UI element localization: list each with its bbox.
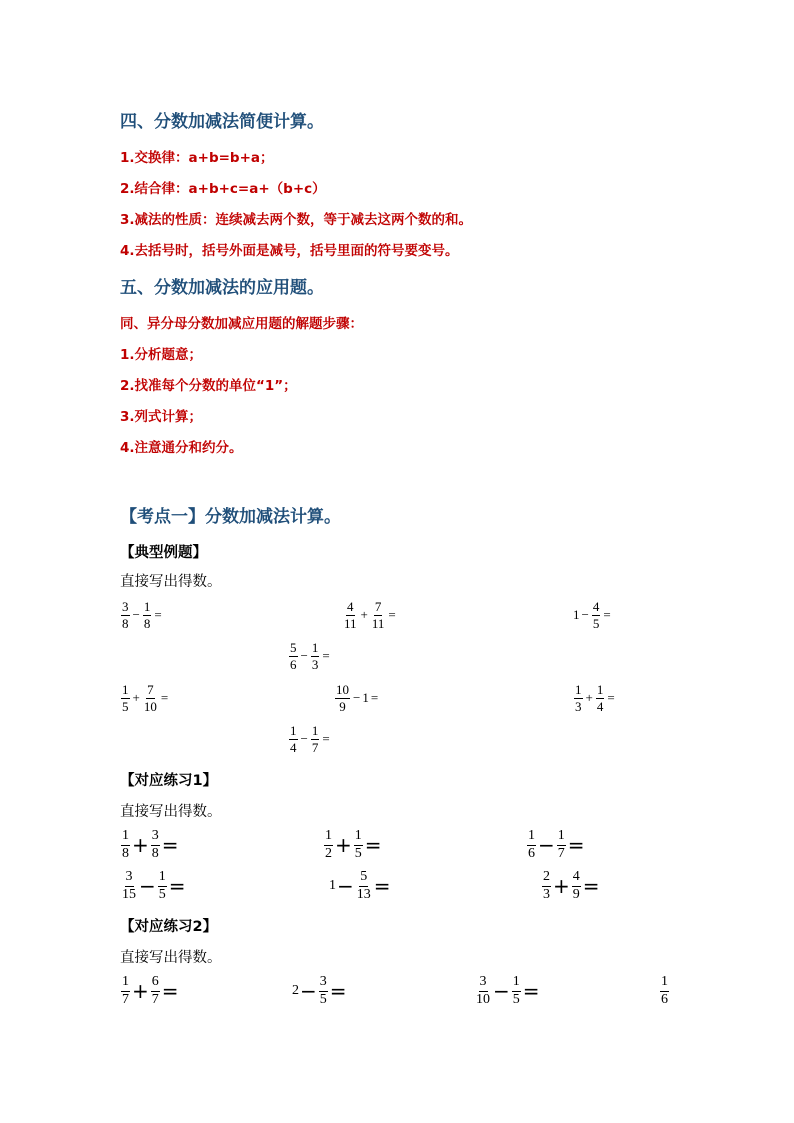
practice1-problem-4 — [120, 870, 187, 902]
fraction — [512, 975, 521, 1007]
equals-sign: = — [161, 979, 179, 1004]
operator: − — [132, 607, 140, 623]
section5-item-1: 1.分析题意； — [120, 347, 203, 363]
kaodian-title: 【考点一】分数加减法计算。 — [120, 507, 341, 527]
section5-item-2: 2.找准每个分数的单位“1”； — [120, 378, 297, 394]
numerator: 3 — [122, 599, 129, 614]
equals-sign: = — [388, 607, 396, 623]
denominator: 15 — [122, 886, 136, 902]
section4-title: 四、分数加减法简便计算。 — [120, 112, 324, 132]
numerator: 4 — [572, 870, 581, 887]
fraction — [354, 829, 363, 861]
denominator: 6 — [661, 991, 668, 1007]
denominator: 9 — [572, 886, 580, 902]
practice1-label: 【对应练习1】 — [120, 773, 218, 789]
whole-number: 1 — [573, 607, 580, 623]
numerator: 1 — [527, 829, 536, 846]
practice2-problem-4 — [659, 975, 670, 1007]
equals-sign: = — [370, 690, 379, 706]
operator: − — [353, 690, 361, 706]
denominator: 8 — [122, 845, 129, 861]
numerator: 1 — [311, 640, 319, 655]
denominator: 6 — [290, 656, 297, 672]
denominator: 2 — [325, 845, 332, 861]
practice2-label: 【对应练习2】 — [120, 919, 218, 935]
numerator: 7 — [147, 682, 154, 697]
numerator: 1 — [324, 829, 333, 846]
section4-item-3: 3.减法的性质：连续减去两个数，等于减去这两个数的和。 — [120, 212, 473, 228]
denominator: 3 — [543, 886, 550, 902]
fraction — [574, 683, 583, 713]
practice2-problem-1 — [120, 975, 180, 1007]
fraction — [151, 975, 160, 1007]
numerator: 1 — [660, 975, 669, 992]
equals-sign: = — [582, 874, 600, 899]
denominator: 7 — [557, 845, 565, 861]
fraction — [572, 870, 581, 902]
denominator: 5 — [122, 698, 129, 714]
denominator: 8 — [143, 615, 151, 631]
section5-subtitle: 同、异分母分数加减应用题的解题步骤： — [120, 316, 363, 332]
section4-item-4: 4.去括号时，括号外面是减号，括号里面的符号要变号。 — [120, 243, 459, 259]
fraction — [356, 870, 372, 902]
operator: + — [132, 979, 149, 1004]
fraction — [121, 870, 137, 902]
numerator: 10 — [336, 682, 349, 697]
denominator: 7 — [311, 739, 319, 755]
numerator: 4 — [592, 599, 600, 614]
numerator: 2 — [542, 870, 551, 887]
equals-sign: = — [373, 874, 391, 899]
denominator: 5 — [354, 845, 362, 861]
numerator: 1 — [121, 975, 130, 992]
operator: + — [132, 690, 140, 706]
denominator: 3 — [311, 656, 319, 672]
denominator: 7 — [122, 991, 129, 1007]
equals-sign: = — [329, 979, 347, 1004]
denominator: 6 — [528, 845, 535, 861]
fraction — [121, 683, 130, 713]
numerator: 1 — [512, 975, 521, 992]
example-problem-6 — [334, 683, 380, 713]
example-problem-4 — [288, 641, 332, 671]
example-instruction: 直接写出得数。 — [120, 574, 222, 590]
fraction — [158, 870, 167, 902]
numerator: 5 — [290, 640, 297, 655]
operator: + — [132, 833, 149, 858]
section4-item-1: 1.交换律：a+b=b+a； — [120, 150, 274, 166]
denominator: 7 — [151, 991, 159, 1007]
fraction — [121, 975, 130, 1007]
fraction — [319, 975, 328, 1007]
example-problem-5 — [120, 683, 170, 713]
operator: − — [300, 648, 308, 664]
operator: + — [360, 607, 368, 623]
fraction — [289, 641, 298, 671]
fraction — [324, 829, 333, 861]
numerator: 4 — [347, 599, 354, 614]
operator: − — [139, 874, 156, 899]
numerator: 1 — [311, 723, 319, 738]
numerator: 3 — [479, 975, 488, 992]
numerator: 1 — [575, 682, 582, 697]
denominator: 4 — [290, 739, 297, 755]
example-problem-1 — [120, 600, 164, 630]
practice1-instruction: 直接写出得数。 — [120, 804, 222, 820]
fraction — [151, 829, 160, 861]
example-problem-7 — [573, 683, 617, 713]
operator: − — [300, 979, 317, 1004]
numerator: 1 — [121, 829, 130, 846]
section5-item-4: 4.注意通分和约分。 — [120, 440, 243, 456]
fraction — [335, 683, 350, 713]
section5-item-3: 3.列式计算； — [120, 409, 203, 425]
practice1-problem-3 — [526, 829, 586, 861]
operator: − — [538, 833, 555, 858]
equals-sign: = — [154, 607, 162, 623]
practice1-problem-6 — [541, 870, 601, 902]
denominator: 3 — [575, 698, 582, 714]
practice1-problem-1 — [120, 829, 180, 861]
numerator: 1 — [158, 870, 167, 887]
fraction — [475, 975, 491, 1007]
fraction — [592, 600, 601, 630]
whole-number: 2 — [292, 983, 299, 999]
operator: + — [585, 690, 593, 706]
practice2-problem-2 — [292, 975, 348, 1007]
equals-sign: = — [322, 648, 330, 664]
denominator: 10 — [143, 698, 157, 714]
equals-sign: = — [160, 690, 169, 706]
fraction — [121, 600, 130, 630]
denominator: 5 — [158, 886, 166, 902]
numerator: 6 — [151, 975, 160, 992]
numerator: 1 — [290, 723, 297, 738]
operator: + — [335, 833, 352, 858]
fraction — [371, 600, 386, 630]
denominator: 11 — [371, 615, 385, 631]
operator: − — [493, 979, 510, 1004]
fraction — [311, 724, 320, 754]
fraction — [596, 683, 605, 713]
fraction — [527, 829, 536, 861]
equals-sign: = — [567, 833, 585, 858]
numerator: 3 — [319, 975, 328, 992]
equals-sign: = — [168, 874, 186, 899]
fraction — [557, 829, 566, 861]
denominator: 11 — [344, 615, 357, 631]
numerator: 1 — [143, 599, 151, 614]
denominator: 13 — [356, 886, 371, 902]
denominator: 10 — [476, 991, 490, 1007]
equals-sign: = — [522, 979, 540, 1004]
numerator: 1 — [596, 682, 604, 697]
operator: − — [337, 874, 354, 899]
denominator: 5 — [592, 615, 600, 631]
operator: − — [581, 607, 589, 623]
practice1-problem-2 — [323, 829, 383, 861]
numerator: 3 — [151, 829, 160, 846]
equals-sign: = — [603, 607, 611, 623]
fraction — [121, 829, 130, 861]
example-problem-3 — [573, 600, 613, 630]
section4-item-2: 2.结合律：a+b+c=a+（b+c） — [120, 181, 326, 197]
fraction — [143, 600, 152, 630]
denominator: 8 — [122, 615, 129, 631]
equals-sign: = — [161, 833, 179, 858]
practice1-problem-5 — [329, 870, 392, 902]
fraction — [343, 600, 358, 630]
fraction — [542, 870, 551, 902]
numerator: 1 — [122, 682, 129, 697]
numerator: 1 — [354, 829, 363, 846]
numerator: 7 — [374, 599, 382, 614]
denominator: 5 — [319, 991, 327, 1007]
fraction — [289, 724, 298, 754]
numerator: 3 — [125, 870, 134, 887]
practice2-instruction: 直接写出得数。 — [120, 950, 222, 966]
numerator: 5 — [359, 870, 368, 887]
denominator: 4 — [596, 698, 604, 714]
equals-sign: = — [607, 690, 615, 706]
fraction — [660, 975, 669, 1007]
operator: + — [553, 874, 570, 899]
denominator: 5 — [512, 991, 520, 1007]
practice2-problem-3 — [474, 975, 541, 1007]
denominator: 9 — [339, 698, 346, 714]
operator: − — [300, 731, 308, 747]
equals-sign: = — [322, 731, 330, 747]
equals-sign: = — [364, 833, 382, 858]
whole-number: 1 — [329, 878, 336, 894]
example-label: 【典型例题】 — [120, 545, 207, 561]
denominator: 8 — [151, 845, 159, 861]
example-problem-8 — [288, 724, 332, 754]
fraction — [143, 683, 158, 713]
whole-number: 1 — [362, 690, 369, 706]
section5-title: 五、分数加减法的应用题。 — [120, 278, 324, 298]
example-problem-2 — [342, 600, 398, 630]
numerator: 1 — [557, 829, 566, 846]
fraction — [311, 641, 320, 671]
